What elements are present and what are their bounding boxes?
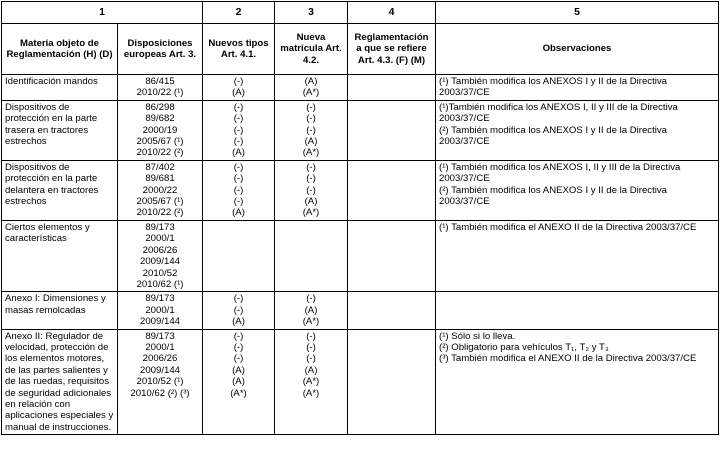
cell-observaciones: (¹) También modifica los ANEXOS I, II y III de la Directiva 2003/37/CE (²) También modifica los ANEXOS I y II de la Directiva 2003/37/CE — [436, 160, 719, 220]
table-row — [2, 292, 719, 329]
table-row — [2, 329, 719, 435]
header-nuevos-tipos: Nuevos tipos Art. 4.1. — [203, 24, 275, 75]
column-number-3: 3 — [275, 2, 348, 24]
cell-observaciones: (¹) También modifica el ANEXO II de la Directiva 2003/37/CE — [436, 220, 719, 291]
table-row — [2, 75, 719, 101]
cell-materia: Anexo I: Dimensiones y masas remolcadas — [2, 292, 118, 329]
column-number-row — [2, 2, 719, 24]
table-row — [2, 160, 719, 220]
header-materia: Materia objeto de Reglamentación (H) (D) — [2, 24, 118, 75]
cell-materia: Anexo II: Regulador de velocidad, protección de los elementos motores, de las partes salientes y de las ruedas, requisitos de seguridad adicionales en relación con aplicaciones especiales y manual de instrucciones. — [2, 329, 118, 435]
cell-nuevos-tipos: (-) (-) (-) (-) (A) — [203, 100, 275, 160]
table-row — [2, 100, 719, 160]
cell-observaciones: (¹) También modifica los ANEXOS I y II de la Directiva 2003/37/CE — [436, 75, 719, 101]
cell-materia: Ciertos elementos y características — [2, 220, 118, 291]
column-number-1: 1 — [2, 2, 203, 24]
cell-observaciones: (¹)También modifica los ANEXOS I, II y III de la Directiva 2003/37/CE (²) También modifica los ANEXOS I y II de la Directiva 2003/37/CE — [436, 100, 719, 160]
cell-nueva-matricula: (-) (-) (-) (A) (A*) — [275, 100, 348, 160]
cell-disposiciones: 89/173 2000/1 2009/144 — [118, 292, 203, 329]
cell-nuevos-tipos: (-) (-) (-) (A) (A) (A*) — [203, 329, 275, 435]
cell-observaciones — [436, 292, 719, 329]
cell-nueva-matricula — [275, 220, 348, 291]
cell-nueva-matricula: (-) (-) (-) (A) (A*) — [275, 160, 348, 220]
cell-materia: Dispositivos de protección en la parte delantera en tractores estrechos — [2, 160, 118, 220]
cell-nuevos-tipos: (-) (-) (-) (-) (A) — [203, 160, 275, 220]
cell-nueva-matricula: (-) (A) (A*) — [275, 292, 348, 329]
cell-nuevos-tipos: (-) (-) (A) — [203, 292, 275, 329]
header-observaciones: Observaciones — [436, 24, 719, 75]
cell-nuevos-tipos — [203, 220, 275, 291]
cell-observaciones: (¹) Sólo si lo lleva. (²) Obligatorio para vehículos T₁, T₂ y T₃ (³) También modifica el ANEXO II de la Directiva 2003/37/CE — [436, 329, 719, 435]
cell-materia: Identificación mandos — [2, 75, 118, 101]
header-nueva-matricula: Nueva matrícula Art. 4.2. — [275, 24, 348, 75]
column-number-5: 5 — [436, 2, 719, 24]
cell-disposiciones: 86/298 89/682 2000/19 2005/67 (¹) 2010/22 (²) — [118, 100, 203, 160]
cell-disposiciones: 86/415 2010/22 (¹) — [118, 75, 203, 101]
cell-reglamentacion — [348, 292, 436, 329]
header-reglamentacion: Reglamentación a que se refiere Art. 4.3. (F) (M) — [348, 24, 436, 75]
column-number-2: 2 — [203, 2, 275, 24]
cell-reglamentacion — [348, 100, 436, 160]
cell-nuevos-tipos: (-) (A) — [203, 75, 275, 101]
column-number-4: 4 — [348, 2, 436, 24]
cell-disposiciones: 89/173 2000/1 2006/26 2009/144 2010/52 2010/62 (¹) — [118, 220, 203, 291]
regulation-table — [1, 1, 719, 435]
header-row — [2, 24, 719, 75]
cell-nueva-matricula: (A) (A*) — [275, 75, 348, 101]
cell-disposiciones: 89/173 2000/1 2006/26 2009/144 2010/52 (¹) 2010/62 (²) (³) — [118, 329, 203, 435]
cell-nueva-matricula: (-) (-) (-) (A) (A*) (A*) — [275, 329, 348, 435]
table-row — [2, 220, 719, 291]
cell-reglamentacion — [348, 75, 436, 101]
cell-reglamentacion — [348, 329, 436, 435]
cell-reglamentacion — [348, 220, 436, 291]
cell-disposiciones: 87/402 89/681 2000/22 2005/67 (¹) 2010/22 (²) — [118, 160, 203, 220]
header-disposiciones: Disposiciones europeas Art. 3. — [118, 24, 203, 75]
cell-materia: Dispositivos de protección en la parte trasera en tractores estrechos — [2, 100, 118, 160]
cell-reglamentacion — [348, 160, 436, 220]
